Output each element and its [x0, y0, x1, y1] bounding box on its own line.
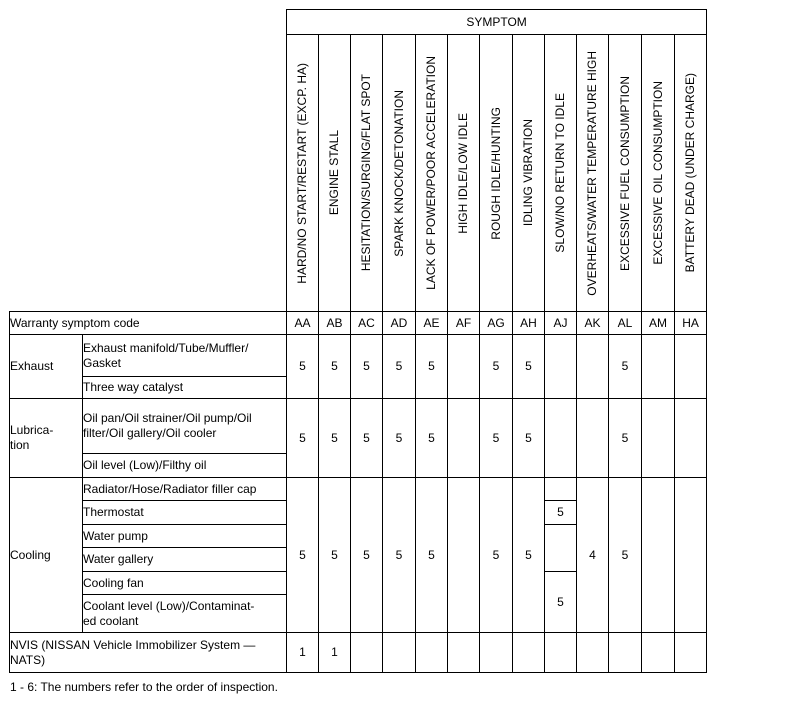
- value-cell: [545, 399, 577, 478]
- column-header-label: SPARK KNOCK/DETONATION: [391, 89, 406, 257]
- warranty-code-am: AM: [642, 312, 675, 335]
- value-cell: 5: [319, 399, 351, 478]
- value-cell: 5: [383, 399, 416, 478]
- value-cell: 5: [287, 478, 319, 633]
- part-three-way-catalyst: Three way catalyst: [83, 377, 287, 399]
- warranty-code-ak: AK: [577, 312, 609, 335]
- value-cell: 5: [319, 478, 351, 633]
- warranty-code-row: [10, 312, 707, 335]
- symptom-table: [9, 9, 707, 673]
- value-cell: [545, 633, 577, 673]
- value-cell: [675, 478, 707, 633]
- warranty-code-ac: AC: [351, 312, 383, 335]
- value-cell: [609, 633, 642, 673]
- value-cell: 5: [351, 335, 383, 399]
- value-cell: [448, 335, 480, 399]
- part-radiator: Radiator/Hose/Radiator filler cap: [83, 478, 287, 501]
- part-oil-pan: Oil pan/Oil strainer/Oil pump/Oil filter/Oil gallery/Oil cooler: [83, 399, 287, 454]
- value-cell: [642, 633, 675, 673]
- column-header-aj: [545, 35, 577, 312]
- column-header-ae: [416, 35, 448, 312]
- value-cell: [577, 335, 609, 399]
- value-cell: [675, 399, 707, 478]
- value-cell: 5: [480, 478, 513, 633]
- value-cell: [675, 335, 707, 399]
- column-header-ag: [480, 35, 513, 312]
- column-header-aa: [287, 35, 319, 312]
- column-header-label: BATTERY DEAD (UNDER CHARGE): [683, 73, 698, 273]
- column-header-label: OVERHEATS/WATER TEMPERATURE HIGH: [585, 50, 599, 296]
- value-cell: [383, 633, 416, 673]
- value-cell: [448, 478, 480, 633]
- part-water-gallery: Water gallery: [83, 548, 287, 572]
- column-header-af: [448, 35, 480, 312]
- value-cell: 5: [480, 399, 513, 478]
- value-cell: 5: [513, 478, 545, 633]
- value-cell: 5: [416, 335, 448, 399]
- value-cell: 5: [480, 335, 513, 399]
- part-coolant-level: Coolant level (Low)/Contaminat- ed coolant: [83, 595, 287, 633]
- value-cell: 5: [513, 335, 545, 399]
- value-cell: [480, 633, 513, 673]
- value-cell: [675, 633, 707, 673]
- value-cell: [545, 478, 577, 501]
- part-thermostat: Thermostat: [83, 501, 287, 525]
- value-cell: 5: [545, 501, 577, 525]
- value-cell: 1: [319, 633, 351, 673]
- column-header-label: ENGINE STALL: [327, 130, 341, 216]
- value-cell: 5: [416, 399, 448, 478]
- warranty-code-al: AL: [609, 312, 642, 335]
- footnote: 1 - 6: The numbers refer to the order of inspection.: [10, 680, 278, 694]
- column-header-label: HIGH IDLE/LOW IDLE: [456, 112, 470, 234]
- corner-blank: [10, 10, 287, 312]
- column-header-ad: [383, 35, 416, 312]
- column-header-label: LACK OF POWER/POOR ACCELERATION: [424, 56, 438, 290]
- warranty-code-af: AF: [448, 312, 480, 335]
- value-cell: 1: [287, 633, 319, 673]
- part-water-pump: Water pump: [83, 525, 287, 548]
- column-header-am: [642, 35, 675, 312]
- column-header-label: SLOW/NO RETURN TO IDLE: [553, 93, 567, 253]
- category-nvis: NVIS (NISSAN Vehicle Immobilizer System — NATS): [10, 633, 287, 673]
- value-cell: 5: [545, 572, 577, 633]
- part-exhaust-manifold: Exhaust manifold/Tube/Muffler/ Gasket: [83, 335, 287, 377]
- column-header-label: IDLING VIBRATION: [521, 119, 535, 227]
- table-row: [10, 633, 707, 673]
- column-header-label: EXCESSIVE OIL CONSUMPTION: [650, 81, 665, 265]
- value-cell: [545, 525, 577, 572]
- value-cell: [416, 633, 448, 673]
- warranty-code-ae: AE: [416, 312, 448, 335]
- value-cell: [351, 633, 383, 673]
- column-header-label: HESITATION/SURGING/FLAT SPOT: [359, 74, 373, 272]
- warranty-code-aj: AJ: [545, 312, 577, 335]
- value-cell: 5: [609, 478, 642, 633]
- value-cell: 5: [416, 478, 448, 633]
- value-cell: 5: [609, 399, 642, 478]
- value-cell: 5: [609, 335, 642, 399]
- part-cooling-fan: Cooling fan: [83, 572, 287, 595]
- value-cell: 5: [287, 335, 319, 399]
- value-cell: 5: [319, 335, 351, 399]
- part-oil-level: Oil level (Low)/Filthy oil: [83, 454, 287, 478]
- value-cell: [577, 399, 609, 478]
- column-header-label: EXCESSIVE FUEL CONSUMPTION: [617, 75, 632, 271]
- value-cell: [545, 335, 577, 399]
- table-row: [10, 478, 707, 501]
- warranty-code-ag: AG: [480, 312, 513, 335]
- value-cell: 5: [351, 478, 383, 633]
- category-exhaust: Exhaust: [10, 335, 83, 399]
- category-cooling: Cooling: [10, 478, 83, 633]
- warranty-code-aa: AA: [287, 312, 319, 335]
- warranty-code-ah: AH: [513, 312, 545, 335]
- column-header-ha: [675, 35, 707, 312]
- column-header-ac: [351, 35, 383, 312]
- value-cell: [642, 399, 675, 478]
- category-lubrication: Lubrica- tion: [10, 399, 83, 478]
- value-cell: [448, 633, 480, 673]
- column-header-al: [609, 35, 642, 312]
- warranty-label: Warranty symptom code: [10, 312, 287, 335]
- value-cell: 5: [287, 399, 319, 478]
- symptom-title: SYMPTOM: [287, 10, 707, 35]
- value-cell: 5: [513, 399, 545, 478]
- value-cell: [577, 633, 609, 673]
- warranty-code-ad: AD: [383, 312, 416, 335]
- warranty-code-ha: HA: [675, 312, 707, 335]
- value-cell: 5: [383, 478, 416, 633]
- warranty-code-ab: AB: [319, 312, 351, 335]
- value-cell: [448, 399, 480, 478]
- column-header-label: HARD/NO START/RESTART (EXCP. HA): [295, 62, 309, 284]
- value-cell: 5: [383, 335, 416, 399]
- value-cell: 4: [577, 478, 609, 633]
- value-cell: [513, 633, 545, 673]
- value-cell: 5: [351, 399, 383, 478]
- column-header-ab: [319, 35, 351, 312]
- value-cell: [642, 478, 675, 633]
- table-row: [10, 399, 707, 454]
- column-header-ak: [577, 35, 609, 312]
- value-cell: [642, 335, 675, 399]
- table-row: [10, 335, 707, 377]
- column-header-ah: [513, 35, 545, 312]
- column-header-label: ROUGH IDLE/HUNTING: [488, 106, 503, 240]
